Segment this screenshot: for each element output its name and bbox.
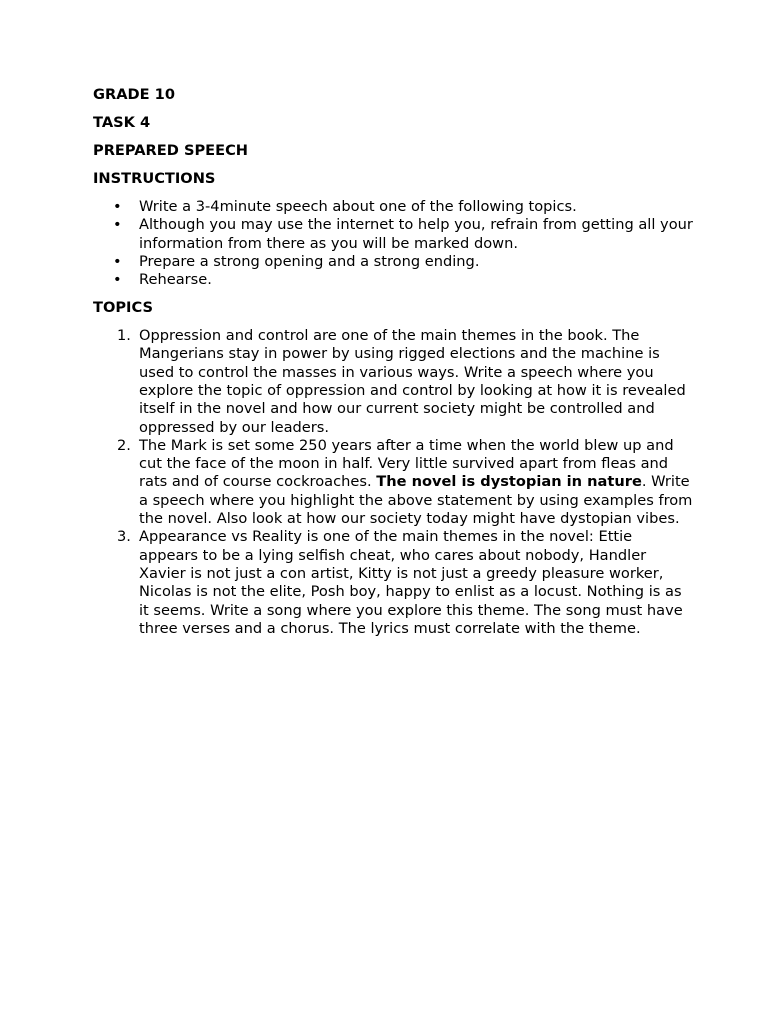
title-heading: PREPARED SPEECH	[93, 141, 249, 159]
topic-number: 1.	[117, 327, 131, 345]
list-item	[93, 198, 693, 216]
task-heading: TASK 4	[93, 113, 151, 131]
bullet-icon: •	[113, 271, 122, 289]
instruction-text: Although you may use the internet to help you, refrain from getting all your information from there as you will be marked down.	[139, 216, 693, 252]
list-item	[93, 528, 693, 638]
list-item	[93, 271, 693, 289]
grade-heading: GRADE 10	[93, 86, 175, 103]
instructions-heading: INSTRUCTIONS	[93, 169, 216, 187]
list-item	[93, 327, 693, 437]
list-item	[93, 216, 693, 253]
topic-number: 3.	[117, 528, 131, 546]
bullet-icon: •	[113, 216, 122, 234]
topic-text-continued: . Write a speech where you highlight the above statement by using examples from the novel. Also look at how our society today might have dystopian vibes.	[139, 473, 693, 528]
topics-list	[93, 327, 693, 638]
topics-heading: TOPICS	[93, 299, 153, 317]
instruction-text: Write a 3-4minute speech about one of the following topics.	[139, 197, 577, 215]
topic-text: The Mark is set some 250 years after a time when the world blew up and cut the face of the moon in half. Very little survived apart from fleas and rats and of course cockroaches.	[139, 436, 674, 491]
list-item	[93, 437, 693, 528]
document-page	[93, 86, 693, 638]
topic-text: Oppression and control are one of the main themes in the book. The Mangerians stay in power by using rigged elections and the machine is used to control the masses in various ways. Write a speech where you explore the topic of oppression and control by looking at how it is revealed itself in the novel and how our current society might be controlled and oppressed by our leaders.	[139, 327, 686, 436]
bullet-icon: •	[113, 197, 122, 215]
topic-text: Appearance vs Reality is one of the main themes in the novel: Ettie appears to be a lying selfish cheat, who cares about nobody, Handler Xavier is not just a con artist, Kitty is not just a greedy pleasure worker, Nicolas is not the elite, Posh boy, happy to enlist as a locust. Nothing is as it seems. Write a song where you explore this theme. The song must have three verses and a chorus. The lyrics must correlate with the theme.	[139, 528, 683, 637]
bullet-icon: •	[113, 252, 122, 270]
list-item	[93, 253, 693, 271]
topic-bold-text: The novel is dystopian in nature	[376, 473, 642, 491]
instruction-text: Rehearse.	[139, 271, 212, 289]
instructions-list	[93, 198, 693, 289]
topic-number: 2.	[117, 436, 131, 454]
instruction-text: Prepare a strong opening and a strong ending.	[139, 252, 480, 270]
